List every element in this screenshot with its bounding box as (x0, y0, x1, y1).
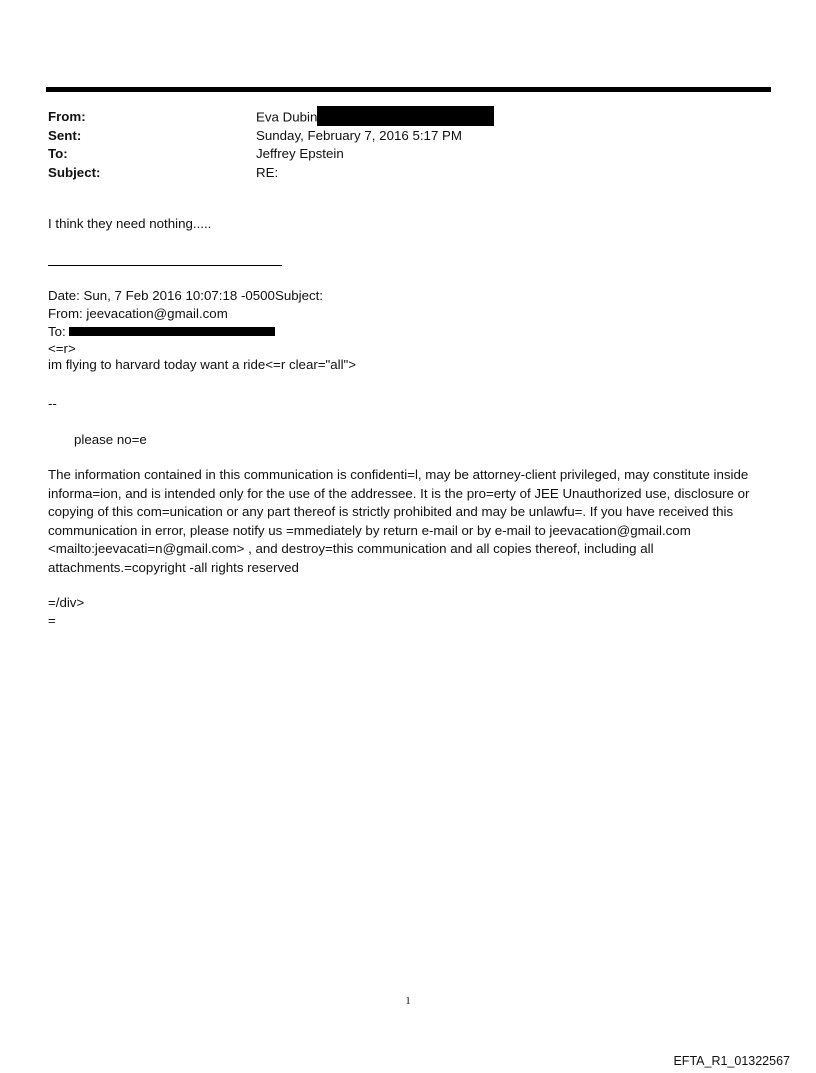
quoted-message-line: im flying to harvard today want a ride<=r clear="all"> (48, 357, 357, 372)
quoted-date-line: Date: Sun, 7 Feb 2016 10:07:18 -0500Subject: (48, 288, 324, 303)
disclaimer-text: The information contained in this communication is confidenti=l, may be attorney-client privileged, may constitute inside informa=ion, and is intended only for the use of the addressee. It is the pro=erty of JEE Unauthorized use, disclosure or copying of this com=unication or any part thereof is strictly prohibited and may be unlawfu=. If you have received this communication in error, please notify us =mmediately by return e-mail or by e-mail to jeevacation@gmail.com <mailto:jeevacati=n@gmail.com> , and destroy=this communication and all copies thereof, including all attachments.=copyright -all rights reserved (48, 467, 750, 575)
from-name: Eva Dubin (256, 109, 318, 125)
quoted-to-line (48, 323, 356, 341)
trailer-eq-line: = (48, 613, 56, 628)
quoted-message (48, 287, 356, 374)
please-block (74, 431, 147, 449)
reply-text: I think they need nothing..... (48, 216, 212, 231)
sent-value: Sunday, February 7, 2016 5:17 PM (256, 127, 462, 143)
page-number: 1 (405, 995, 411, 1007)
quoted-to-prefix: To: (48, 324, 70, 339)
header-rule (46, 87, 771, 92)
quote-separator (48, 265, 282, 266)
please-line: please no=e (74, 432, 147, 447)
bates-number: EFTA_R1_01322567 (673, 1054, 790, 1068)
quoted-from-line: From: jeevacation@gmail.com (48, 306, 228, 321)
from-value (256, 108, 494, 128)
reply-body (48, 215, 211, 233)
from-label: From: (48, 109, 86, 124)
subject-value: RE: (256, 164, 279, 180)
trailer-div-line: =/div> (48, 595, 85, 610)
quoted-tag-line: <=r> (48, 341, 76, 356)
dashes-line: -- (48, 396, 57, 411)
sent-label: Sent: (48, 127, 82, 143)
redaction-bar (69, 327, 275, 336)
trailer-block (48, 594, 84, 630)
signature-dashes (48, 395, 57, 413)
to-value: Jeffrey Epstein (256, 146, 344, 161)
disclaimer-paragraph (48, 466, 760, 577)
subject-label: Subject: (48, 164, 101, 180)
redaction-bar (317, 106, 494, 126)
to-label: To: (48, 146, 68, 161)
